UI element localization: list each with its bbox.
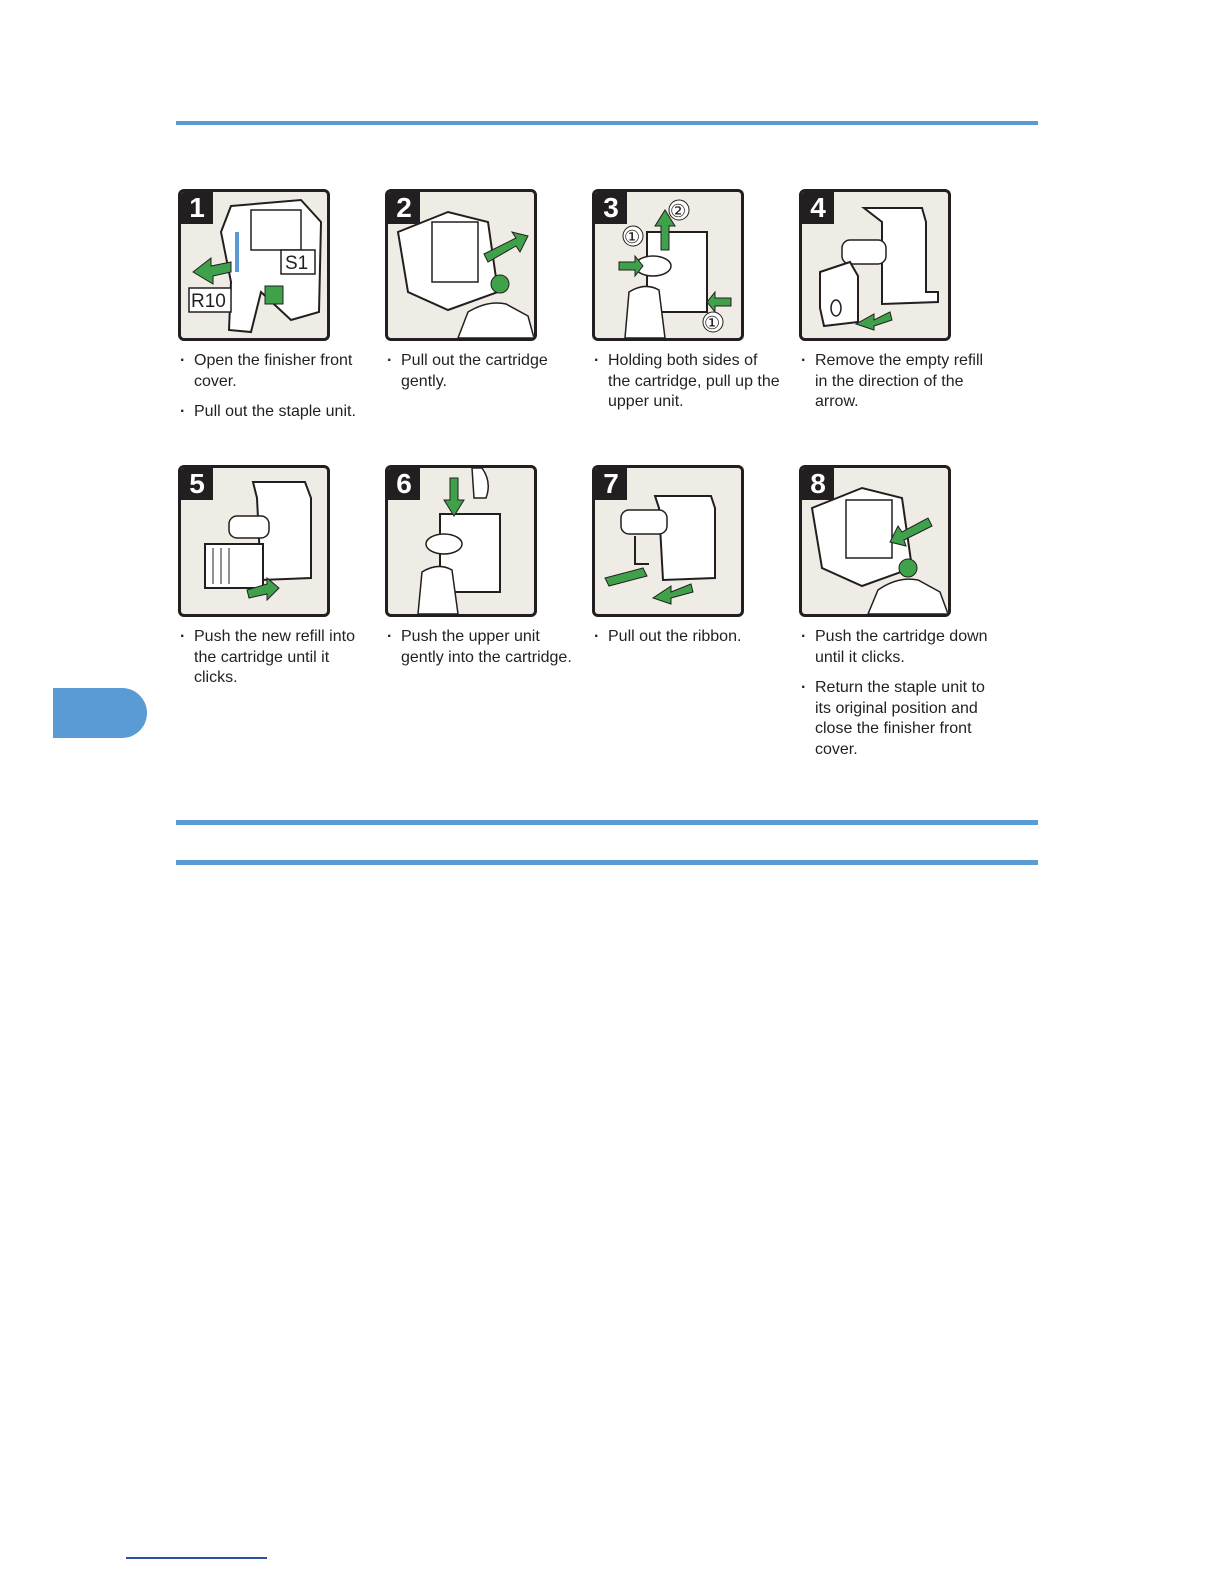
step-number: 3 [595, 192, 627, 224]
instruction: · Push the upper unit gently into the cartridge. [385, 627, 575, 668]
instruction: · Holding both sides of the cartridge, pull up the upper unit. [592, 351, 782, 413]
instruction: · Pull out the ribbon. [592, 627, 782, 648]
step-number: 4 [802, 192, 834, 224]
label-circled-1: ① [704, 313, 721, 334]
step-number: 1 [181, 192, 213, 224]
step-3-illustration [592, 189, 744, 341]
step-7-illustration [592, 465, 744, 617]
label-circled-2: ② [670, 201, 687, 222]
step-1-illustration [178, 189, 330, 341]
step-4-illustration [799, 189, 951, 341]
step-6-illustration [385, 465, 537, 617]
step-number: 2 [388, 192, 420, 224]
step-6 [385, 465, 575, 678]
chapter-tab [53, 688, 147, 738]
instruction: · Return the staple unit to its original position and close the finisher front cover. [799, 678, 989, 760]
step-5-illustration [178, 465, 330, 617]
step-number: 7 [595, 468, 627, 500]
label-s1: S1 [285, 253, 309, 274]
step-8 [799, 465, 989, 770]
instruction: · Pull out the cartridge gently. [385, 351, 575, 392]
label-r10: R10 [191, 291, 226, 312]
step-7 [592, 465, 782, 658]
section-rule [176, 820, 1038, 825]
step-2 [385, 189, 575, 402]
step-4 [799, 189, 989, 423]
instruction: · Push the new refill into the cartridge until it clicks. [178, 627, 368, 689]
label-circled-1: ① [624, 227, 641, 248]
footer-rule [126, 1557, 267, 1559]
instruction: · Remove the empty refill in the direction of the arrow. [799, 351, 989, 413]
step-number: 6 [388, 468, 420, 500]
step-3 [592, 189, 782, 423]
step-5 [178, 465, 368, 699]
step-1 [178, 189, 368, 433]
instruction: · Push the cartridge down until it clicks. [799, 627, 989, 668]
step-2-illustration [385, 189, 537, 341]
instruction: · Open the finisher front cover. [178, 351, 368, 392]
step-number: 8 [802, 468, 834, 500]
step-number: 5 [181, 468, 213, 500]
instruction: · Pull out the staple unit. [178, 402, 368, 423]
step-8-illustration [799, 465, 951, 617]
section-rule [176, 860, 1038, 865]
header-rule [176, 121, 1038, 125]
